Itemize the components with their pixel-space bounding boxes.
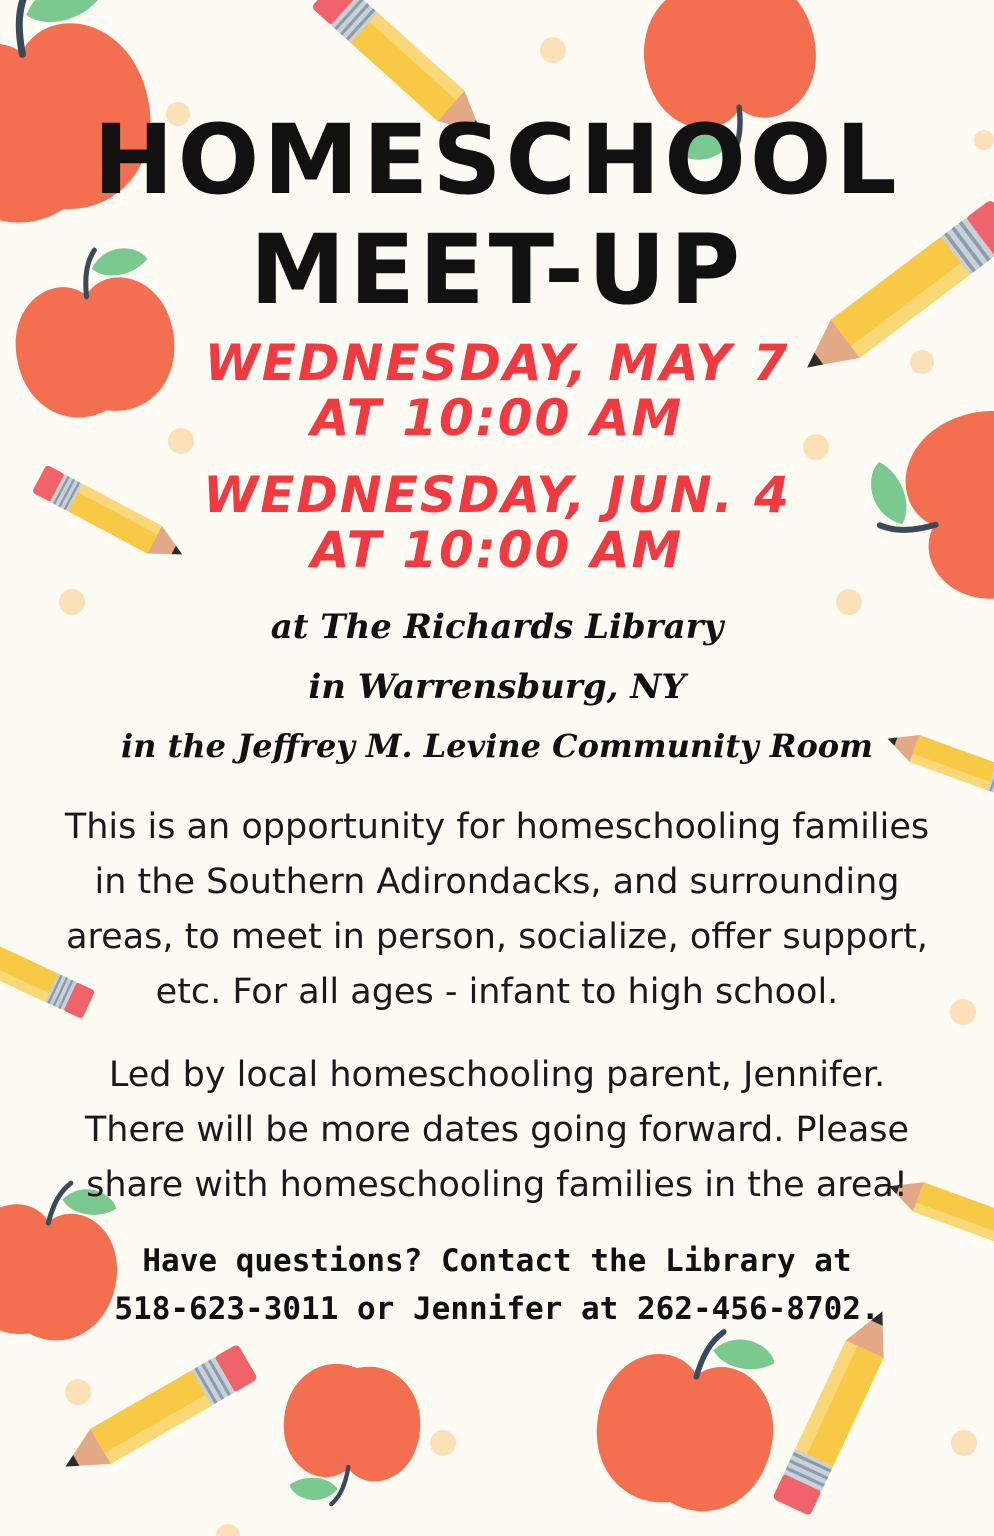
location-town: in Warrensburg, NY [308, 667, 686, 707]
title-line-2: MEET-UP [249, 214, 745, 326]
description-line: share with homeschooling families in the area! [86, 1165, 908, 1205]
description-line: This is an opportunity for homeschooling families [64, 807, 930, 847]
description-line: etc. For all ages - infant to high school. [155, 972, 839, 1012]
description-line: in the Southern Adirondacks, and surrounding [94, 862, 900, 902]
date-2-time: AT 10:00 AM [310, 521, 684, 579]
description-paragraph-1 [20, 800, 974, 1020]
title-line-1: HOMESCHOOL [93, 104, 901, 216]
date-1-day: WEDNESDAY, MAY 7 [204, 334, 790, 392]
description-line: There will be more dates going forward. Please [84, 1110, 910, 1150]
location-room: in the Jeffrey M. Levine Community Room [121, 727, 873, 765]
contact-line-1: Have questions? Contact the Library at [142, 1243, 852, 1279]
description-line: Led by local homeschooling parent, Jennifer. [108, 1055, 886, 1095]
description-line: areas, to meet in person, socialize, offer support, [66, 917, 928, 957]
contact-line-2: 518-623-3011 or Jennifer at 262-456-8702. [114, 1291, 880, 1327]
description-paragraph-2 [20, 1048, 974, 1213]
date-1-time: AT 10:00 AM [310, 389, 684, 447]
date-2-day: WEDNESDAY, JUN. 4 [203, 466, 791, 524]
location-library: at The Richards Library [270, 607, 724, 647]
